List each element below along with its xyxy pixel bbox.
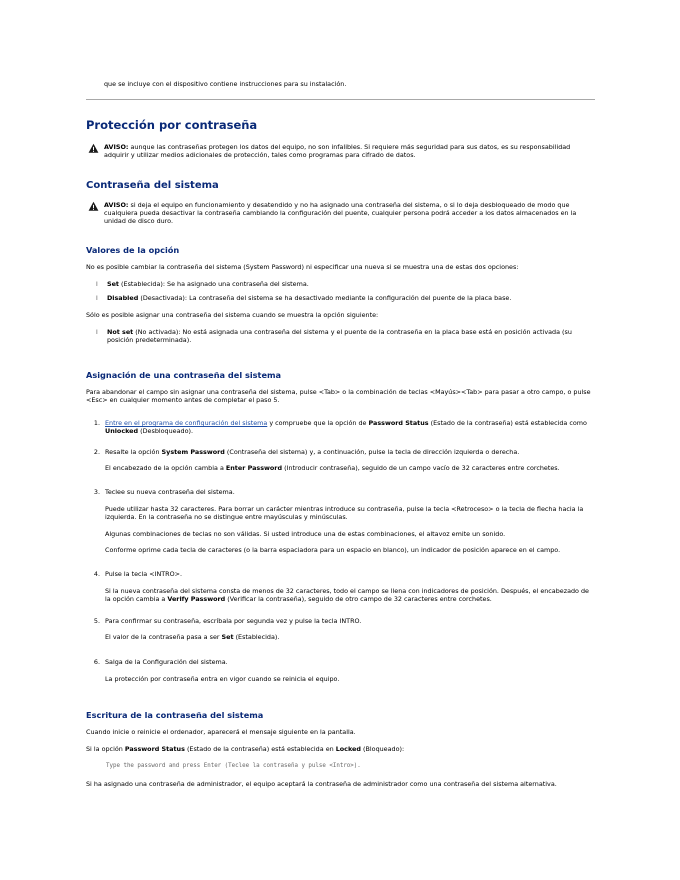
paragraph: Para abandonar el campo sin asignar una contraseña del sistema, pulse <Tab> o la combinación de teclas <Mayús><Tab> para pasar a otro campo, o pulse <box>86 388 591 396</box>
paragraph: Cuando inicie o reinicie el ordenador, aparecerá el mensaje siguiente en la pantalla. <box>86 728 356 736</box>
step-number: 2. <box>93 448 100 456</box>
step-detail: Si la nueva contraseña del sistema consta de menos de 32 caracteres, todo el campo se llena con indicadores de posición. Después, el encabezado de <box>105 587 589 595</box>
step-detail: Puede utilizar hasta 32 caracteres. Para borrar un carácter mientras introduce su contraseña, pulse la tecla <Retroceso> o la tecla de flecha hacia la <box>105 505 584 513</box>
subsection-title-typing-password: Escritura de la contraseña del sistema <box>86 710 264 720</box>
step-number: 3. <box>93 488 100 496</box>
step-number: 5. <box>93 617 100 625</box>
step-text: Unlocked (Desbloqueado). <box>105 427 194 435</box>
code-message: Type the password and press Enter (Teclee la contraseña y pulse <Intro>). <box>106 763 361 769</box>
subsection-title-assign-password: Asignación de una contraseña del sistema <box>86 370 282 380</box>
step-number: 4. <box>93 570 100 578</box>
notice-line: unidad de disco duro. <box>104 217 173 225</box>
step-detail: Conforme oprime cada tecla de caracteres (o la barra espaciadora para un espacio en blanco), un indicador de posición aparece en el campo. <box>105 546 561 554</box>
notice-line: adquirir y utilizar medios adicionales de protección, tales como programas para cifrado de datos. <box>104 151 416 159</box>
step-number: 6. <box>93 658 100 666</box>
list-item-continuation: posición predeterminada). <box>107 336 192 344</box>
list-item: Not set (No activada): No está asignada una contraseña del sistema y el puente de la contraseña en la placa base está en posición activada (su <box>107 328 572 336</box>
notice-line: AVISO: si deja el equipo en funcionamiento y desatendido y no ha asignado una contraseña del sistema, o si lo deja desbloqueado de modo que <box>104 201 570 209</box>
paragraph: Si ha asignado una contraseña de administrador, el equipo aceptará la contraseña de administrador como una contraseña del sistema alternativa. <box>86 780 557 788</box>
bullet-marker: l <box>96 294 98 302</box>
step-detail: la opción cambia a Verify Password (Verificar la contraseña), seguido de otro campo de 32 caracteres entre corchetes. <box>105 595 492 603</box>
list-item: Disabled (Desactivada): La contraseña del sistema se ha desactivado mediante la configuración del puente de la placa base. <box>107 294 512 302</box>
step-number: 1. <box>93 419 100 427</box>
list-item: Set (Establecida): Se ha asignado una contraseña del sistema. <box>107 280 309 288</box>
notice-line: cualquiera pueda desactivar la contraseña cambiando la configuración del puente, cualquier persona podrá acceder a los datos almacenados en la <box>104 209 577 217</box>
notice-label: AVISO: <box>104 201 129 209</box>
horizontal-rule <box>86 99 595 100</box>
notice-icon <box>88 143 99 154</box>
paragraph: Sólo es posible asignar una contraseña del sistema cuando se muestra la opción siguiente: <box>86 311 379 319</box>
step-text: Para confirmar su contraseña, escríbala por segunda vez y pulse la tecla INTRO. <box>105 617 362 625</box>
bullet-marker: l <box>96 328 98 336</box>
paragraph: No es posible cambiar la contraseña del sistema (System Password) ni especificar una nueva si se muestra una de estas dos opciones: <box>86 263 519 271</box>
bullet-marker: l <box>96 280 98 288</box>
step-text: Teclee su nueva contraseña del sistema. <box>105 488 235 496</box>
step-text: Salga de la Configuración del sistema. <box>105 658 228 666</box>
section-title-password-protection: Protección por contraseña <box>86 118 258 132</box>
step-detail: La protección por contraseña entra en vigor cuando se reinicia el equipo. <box>105 675 340 683</box>
section-title-system-password: Contraseña del sistema <box>86 180 219 191</box>
paragraph: Si la opción Password Status (Estado de la contraseña) está establecida en Locked (Bloqueado): <box>86 745 405 753</box>
notice-line: AVISO: aunque las contraseñas protegen los datos del equipo, no son infalibles. Si requiere más seguridad para sus datos, es su responsabilidad <box>104 143 571 151</box>
step-detail: Algunas combinaciones de teclas no son válidas. Si usted introduce una de estas combinaciones, el altavoz emite un sonido. <box>105 530 506 538</box>
step-text: Resalte la opción System Password (Contraseña del sistema) y, a continuación, pulse la tecla de dirección izquierda o derecha. <box>105 448 520 456</box>
step-detail: izquierda. En la contraseña no se distingue entre mayúsculas y minúsculas. <box>105 513 348 521</box>
paragraph: <Esc> en cualquier momento antes de completar el paso 5. <box>86 396 280 404</box>
step-text: Entre en el programa de configuración del sistema y compruebe que la opción de Password Status (Estado de la contraseña) está establecida como <box>105 419 587 427</box>
notice-icon <box>88 201 99 212</box>
step-text: Pulse la tecla <INTRO>. <box>105 570 183 578</box>
continuation-text: que se incluye con el dispositivo contiene instrucciones para su instalación. <box>104 80 347 88</box>
subsection-title-option-values: Valores de la opción <box>86 245 180 255</box>
notice-label: AVISO: <box>104 143 129 151</box>
step-detail: El encabezado de la opción cambia a Enter Password (Introducir contraseña), seguido de un campo vacío de 32 caracteres entre corchetes. <box>105 464 560 472</box>
step-detail: El valor de la contraseña pasa a ser Set (Establecida). <box>105 633 280 641</box>
setup-program-link[interactable]: Entre en el programa de configuración del sistema <box>105 419 268 427</box>
